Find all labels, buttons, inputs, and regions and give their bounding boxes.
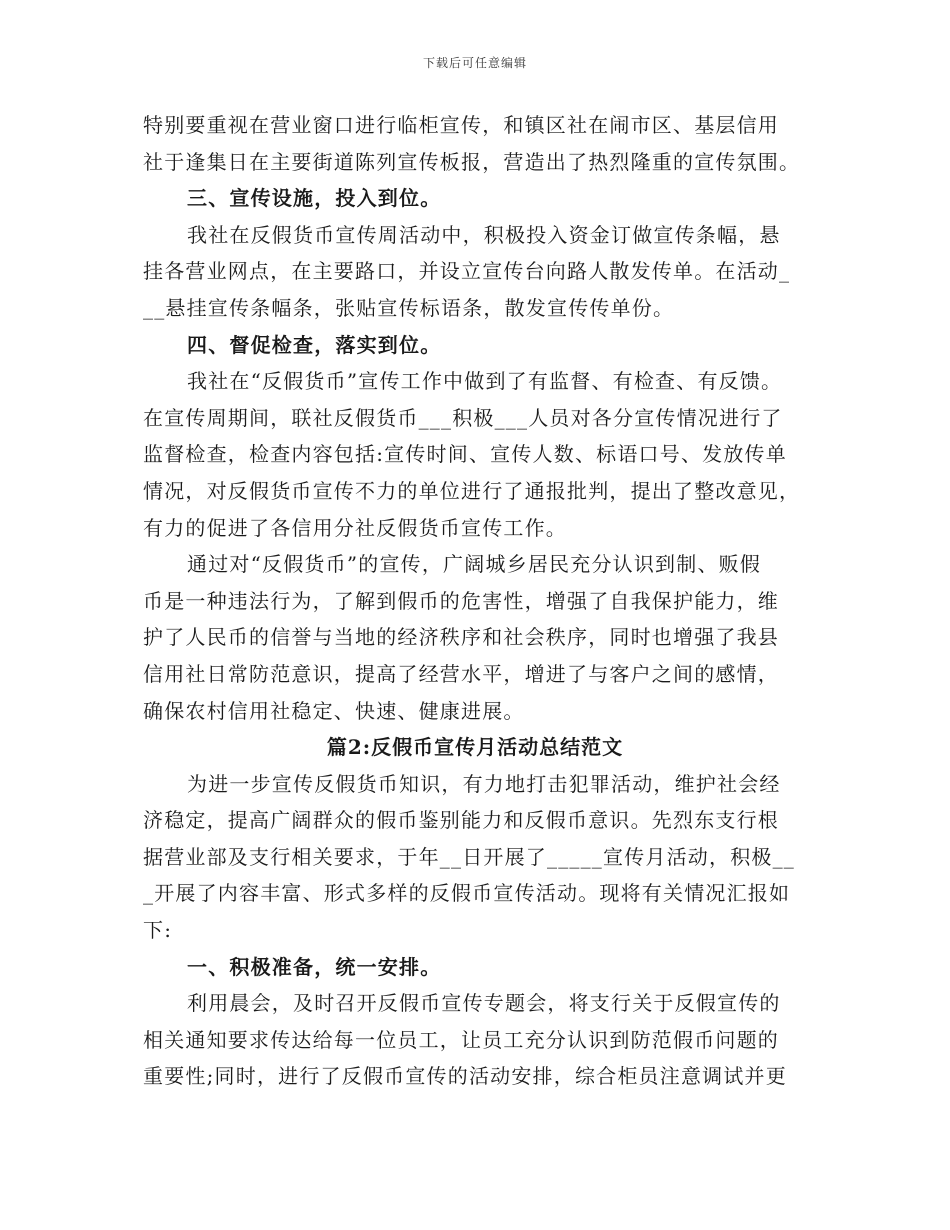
body-line: 济稳定，提高广阔群众的假币鉴别能力和反假币意识。先烈东支行根	[143, 808, 779, 833]
body-line: 特别要重视在营业窗口进行临柜宣传，和镇区社在闹市区、基层信用	[143, 113, 779, 137]
body-line: 下:	[143, 918, 173, 943]
body-line: 信用社日常防范意识，提高了经营水平，增进了与客户之间的感情，	[143, 661, 779, 686]
page-header-note: 下载后可任意编辑	[422, 56, 527, 70]
body-line: 护了人民币的信誉与当地的经济秩序和社会秩序，同时也增强了我县	[143, 625, 779, 650]
body-line: 重要性;同时，进行了反假币宣传的活动安排，综合柜员注意调试并更	[143, 1064, 787, 1089]
body-line: 币是一种违法行为，了解到假币的危害性，增强了自我保护能力，维	[143, 588, 779, 613]
body-line: 监督检查，检查内容包括:宣传时间、宣传人数、标语口号、发放传单	[143, 442, 787, 467]
body-line: __悬挂宣传条幅条，张贴宣传标语条，散发宣传传单份。	[143, 295, 675, 320]
body-line: 在宣传周期间，联社反假货币___积极___人员对各分宣传情况进行了	[143, 405, 783, 430]
body-line: 通过对“反假货币”的宣传，广阔城乡居民充分认识到制、贩假	[187, 552, 762, 577]
body-line: 利用晨会，及时召开反假币宣传专题会，将支行关于反假宣传的	[187, 991, 781, 1016]
section-heading: 三、宣传设施，投入到位。	[187, 186, 442, 211]
body-line: 社于逢集日在主要街道陈列宣传板报，营造出了热烈隆重的宣传氛围。	[143, 149, 801, 174]
body-line: 我社在“反假货币”宣传工作中做到了有监督、有检查、有反馈。	[187, 369, 783, 394]
section-heading: 一、积极准备，统一安排。	[187, 954, 442, 979]
article-title: 篇2:反假币宣传月活动总结范文	[326, 735, 624, 760]
body-line: 我社在反假货币宣传周活动中，积极投入资金订做宣传条幅，悬	[187, 222, 781, 247]
body-line: 有力的促进了各信用分社反假货币宣传工作。	[143, 515, 567, 540]
body-line: 据营业部及支行相关要求，于年__日开展了_____宣传月活动，积极__	[143, 844, 795, 869]
body-line: 情况，对反假货币宣传不力的单位进行了通报批判，提出了整改意见，	[143, 478, 801, 503]
body-line: 相关通知要求传达给每一位员工，让员工充分认识到防范假币问题的	[143, 1027, 779, 1052]
body-line: 确保农村信用社稳定、快速、健康进展。	[143, 698, 525, 723]
body-line: _开展了内容丰富、形式多样的反假币宣传活动。现将有关情况汇报如	[143, 881, 791, 906]
body-line: 为进一步宣传反假货币知识，有力地打击犯罪活动，维护社会经	[187, 771, 781, 796]
body-line: 挂各营业网点，在主要路口，并设立宣传台向路人散发传单。在活动_	[143, 259, 791, 284]
document-body	[143, 107, 807, 1095]
section-heading: 四、督促检查，落实到位。	[187, 332, 442, 357]
